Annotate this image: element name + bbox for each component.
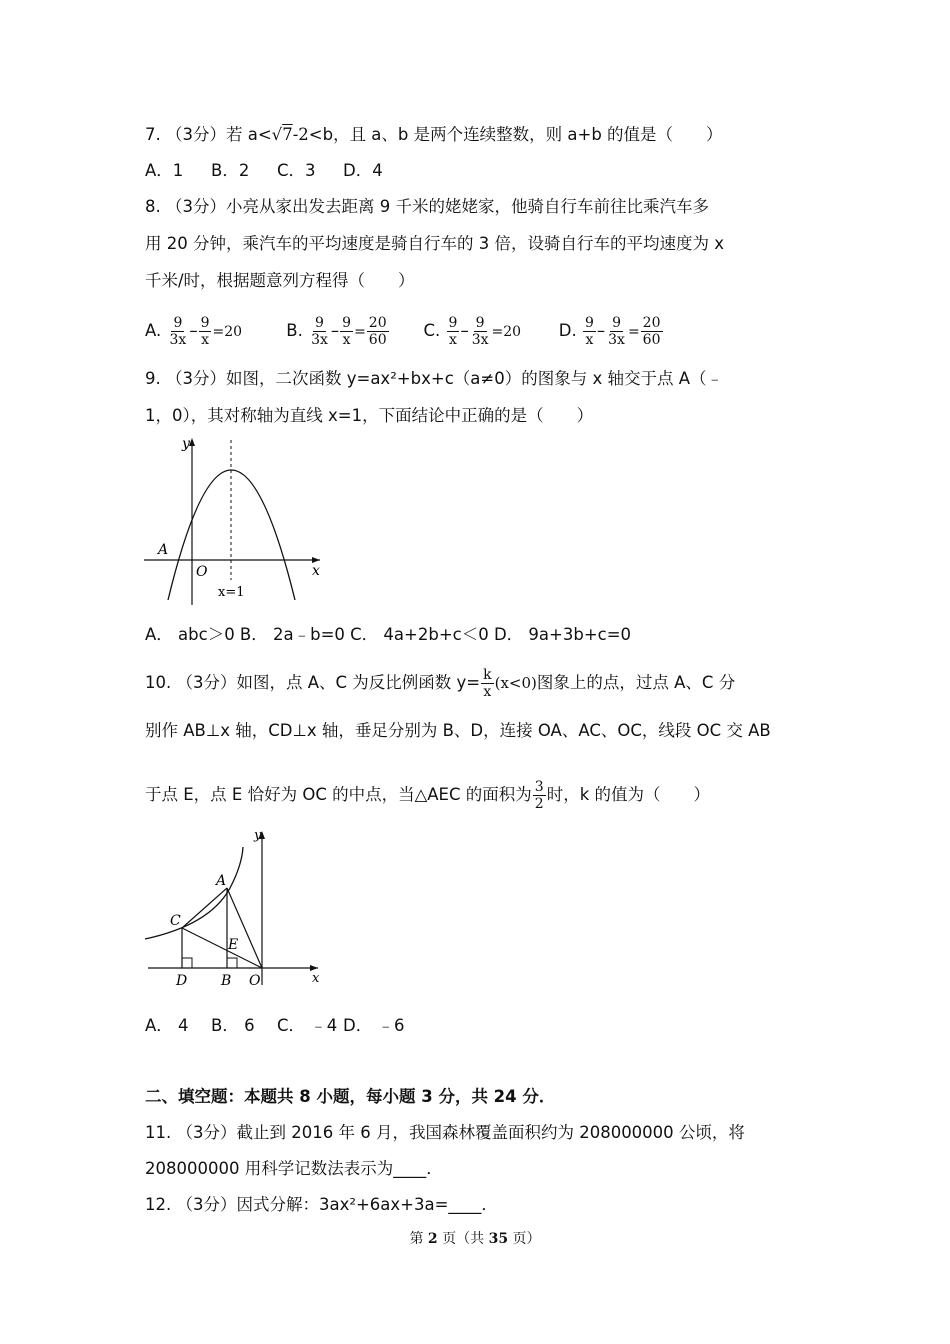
sqrt-expression: √7-2< [271, 125, 323, 144]
area-fraction: $\frac{3}{2}$ [534, 779, 544, 812]
fraction: $\frac{20}{60}$ [642, 315, 661, 348]
q10-line2: 别作 AB⊥x 轴，CD⊥x 轴，垂足分别为 B、D，连接 OA、AC、OC，线段 OC 交 AB [145, 721, 771, 740]
point-e-label: E [228, 937, 239, 953]
q10-line1-pre: 10. （3分）如图，点 A、C 为反比例函数 y= [145, 673, 481, 692]
fraction: $\frac{9}{3x}$ [608, 315, 625, 348]
section-heading: 二、填空题：本题共 8 小题，每小题 3 分，共 24 分． [145, 1087, 556, 1106]
lt-symbol-2: < [308, 125, 323, 144]
origin-label: O [196, 564, 208, 580]
minus-two: -2 [292, 125, 309, 144]
page-number: 2 [427, 1231, 438, 1247]
fraction: $\frac{9}{x}$ [448, 315, 458, 348]
q8-option-b: B. $\frac{9}{3x}$ – $\frac{9}{x}$ = $\frac{20}{60}$ [286, 315, 387, 348]
q10-line3-post: 时，k 的值为（ ） [546, 785, 710, 804]
q7-options [145, 160, 383, 182]
q9-options: A． abc＞0 B． 2a﹣b=0 C． 4a+2b+c＜0 D． 9a+3b+c=0 [145, 625, 632, 644]
footer-mid: 页（共 [437, 1231, 489, 1247]
q8-line3: 千米/时，根据题意列方程得（ ） [145, 271, 415, 290]
segment-oa [227, 888, 262, 968]
y-label: y [254, 828, 262, 843]
q7-stem-post: b，且 a、b 是两个连续整数，则 a+b 的值是（ ） [322, 125, 723, 144]
q7-option-a: A．1 [145, 161, 184, 180]
segment-ac [182, 888, 227, 928]
q12-line1: 12. （3分）因式分解：3ax²+6ax+3a=____． [145, 1195, 498, 1214]
q10-option-b: B． 6 [211, 1016, 255, 1035]
q9-line1: 9. （3分）如图，二次函数 y=ax²+bx+c（a≠0）的图象与 x 轴交于点 A（﹣ [145, 369, 723, 388]
lt-symbol: < [257, 125, 272, 144]
q8-option-c-letter: C. [423, 321, 441, 340]
fraction: $\frac{9}{3x}$ [169, 315, 187, 348]
q10-line3 [145, 775, 710, 815]
q10-line1-post: 图象上的点，过点 A、C 分 [536, 673, 736, 692]
q10-option-a: A． 4 [145, 1016, 189, 1035]
q8-option-a-letter: A. [145, 321, 162, 340]
fraction: $\frac{9}{x}$ [200, 315, 210, 348]
q7-stem-pre: 7. （3分）若 a [145, 125, 258, 144]
fraction: $\frac{9}{x}$ [342, 315, 352, 348]
q11-line1: 11. （3分）截止到 2016 年 6 月，我国森林覆盖面积约为 208000000 公顷，将 [145, 1123, 745, 1142]
hyperbola-figure [140, 825, 330, 995]
q8-options [145, 312, 664, 351]
q8-line2: 用 20 分钟，乘汽车的平均速度是骑自行车的 3 倍，设骑自行车的平均速度为 x [145, 234, 724, 253]
q8-line1: 8. （3分）小亮从家出发去距离 9 千米的姥姥家，他骑自行车前往比乘汽车多 [145, 197, 709, 216]
parabola-figure [140, 430, 340, 610]
footer-post: 页） [508, 1231, 541, 1247]
q10-options [145, 1015, 404, 1037]
q8-option-d-letter: D. [558, 321, 577, 340]
q8-option-d: D. $\frac{9}{x}$ – $\frac{9}{3x}$ = $\frac{20}{60}$ [558, 315, 661, 348]
axis-label: x=1 [218, 585, 245, 600]
page-footer [0, 1228, 950, 1248]
hyperbola-curve [145, 847, 243, 939]
footer-pre: 第 [409, 1231, 428, 1247]
point-a-label: A [158, 542, 169, 558]
fraction: $\frac{9}{3x}$ [471, 315, 489, 348]
q10-line1 [145, 666, 735, 700]
total-pages: 35 [488, 1231, 509, 1247]
fraction: $\frac{9}{x}$ [584, 315, 594, 348]
q11-line2: 208000000 用科学记数法表示为____． [145, 1159, 443, 1178]
q10-condition: (x<0) [494, 674, 537, 692]
q8-option-b-letter: B. [286, 321, 303, 340]
fraction: $\frac{20}{60}$ [368, 315, 387, 348]
q9-line2: 1，0），其对称轴为直线 x=1，下面结论中正确的是（ ） [145, 406, 594, 425]
fraction: $\frac{9}{3x}$ [311, 315, 328, 348]
q10-option-c: C． ﹣4 [277, 1016, 338, 1035]
origin-label: O [249, 973, 261, 989]
q8-option-a: A. $\frac{9}{3x}$ – $\frac{9}{x}$ =20 [145, 315, 243, 348]
point-b-label: B [221, 973, 232, 989]
point-a-label: A [216, 873, 227, 889]
q7-stem [145, 124, 723, 146]
x-label: x [312, 971, 320, 986]
y-label: y [182, 436, 190, 452]
segment-oc [182, 928, 262, 968]
point-d-label: D [176, 973, 188, 989]
sqrt-radicand: 7 [282, 125, 293, 144]
k-over-x-fraction: $\frac{k}{x}$ [483, 667, 492, 700]
q7-option-b: B．2 [211, 161, 250, 180]
q7-option-c: C．3 [277, 161, 316, 180]
right-angle-d [182, 958, 192, 968]
x-label: x [312, 563, 320, 579]
q8-option-c: C. $\frac{9}{x}$ – $\frac{9}{3x}$ =20 [423, 315, 522, 348]
point-c-label: C [170, 913, 181, 929]
right-angle-b [227, 958, 237, 968]
q10-line3-pre: 于点 E，点 E 恰好为 OC 的中点，当△AEC 的面积为 [145, 785, 532, 804]
q10-option-d: D． ﹣6 [343, 1016, 405, 1035]
q7-option-d: D．4 [343, 161, 383, 180]
